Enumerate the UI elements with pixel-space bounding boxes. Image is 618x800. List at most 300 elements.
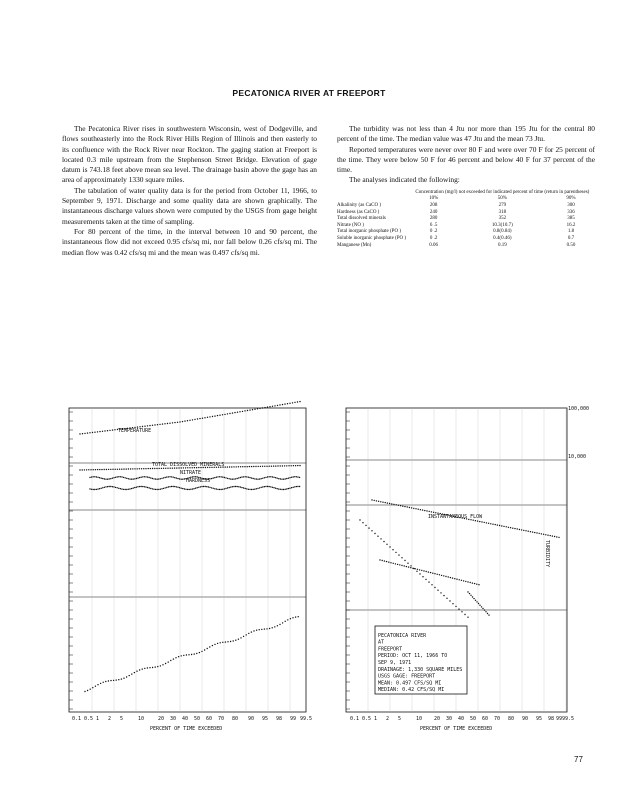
hardness-point: [229, 478, 230, 479]
flow-point: [484, 522, 485, 523]
nitrate-point: [193, 488, 194, 489]
hardness-point: [117, 476, 118, 477]
turbidity-point: [463, 580, 464, 581]
flow-point: [554, 536, 555, 537]
legend-line: SEP 9, 1971: [378, 660, 412, 666]
minerals-point: [132, 468, 133, 469]
minerals-point: [106, 469, 107, 470]
diagonal-point: [359, 519, 360, 520]
hardness-point: [269, 476, 270, 477]
turbidity-point: [456, 579, 457, 580]
nitrate-point: [96, 489, 97, 490]
temperature-point: [214, 415, 215, 416]
phosphate-point: [238, 639, 239, 640]
flow-point: [418, 509, 419, 510]
turbidity-point: [404, 565, 405, 566]
minerals-point: [154, 468, 155, 469]
nitrate-point: [221, 489, 222, 490]
label-hardness: HARDNESS: [186, 478, 211, 484]
flow-point: [477, 520, 478, 521]
minerals-point: [269, 466, 270, 467]
temperature-point: [152, 425, 153, 426]
hardness-point: [249, 477, 250, 478]
turbidity-point: [423, 570, 424, 571]
turbidity-point: [476, 584, 477, 585]
nitrate-point: [225, 488, 226, 489]
minerals-point: [262, 466, 263, 467]
turbidity-point: [441, 575, 442, 576]
phosphate-point: [298, 616, 299, 617]
x-tick-label-right: 20: [434, 716, 441, 722]
nitrate-point: [229, 487, 230, 488]
nitrate-point: [185, 489, 186, 490]
hardness-point: [141, 477, 142, 478]
temperature-point: [229, 413, 230, 414]
temperature-point: [247, 410, 248, 411]
flow-point: [389, 503, 390, 504]
nitrate-point: [283, 489, 284, 490]
hardness-point: [227, 478, 228, 479]
turbidity-tail-point: [478, 603, 479, 604]
phosphate-point: [162, 664, 163, 665]
phosphate-point: [246, 634, 247, 635]
diagonal-point: [449, 600, 450, 601]
diagonal-point: [461, 611, 462, 612]
nitrate-point: [237, 486, 238, 487]
temperature-point: [197, 418, 198, 419]
diagonal-point: [440, 592, 441, 593]
flow-point: [528, 531, 529, 532]
hardness-point: [89, 477, 90, 478]
flow-point: [376, 500, 377, 501]
hardness-point: [171, 476, 172, 477]
hardness-point: [280, 478, 281, 479]
value-50-percent: 0.19: [497, 242, 507, 248]
phosphate-point: [178, 656, 179, 657]
flow-point: [541, 533, 542, 534]
row-name: Soluble inorganic phosphate (PO ): [337, 235, 407, 241]
phosphate-point: [87, 690, 88, 691]
phosphate-point: [282, 622, 283, 623]
x-tick-label-left: 50: [194, 716, 201, 722]
temperature-point: [219, 415, 220, 416]
flow-point: [429, 511, 430, 512]
hardness-point: [270, 476, 271, 477]
phosphate-point: [196, 653, 197, 654]
hardness-point: [296, 476, 297, 477]
hardness-point: [299, 477, 300, 478]
hardness-point: [289, 477, 290, 478]
hardness-point: [232, 479, 233, 480]
flow-point: [517, 528, 518, 529]
flow-point: [378, 501, 379, 502]
legend-line: AT: [378, 639, 385, 646]
nitrate-point: [134, 487, 135, 488]
nitrate-point: [133, 487, 134, 488]
nitrate-point: [166, 487, 167, 488]
nitrate-point: [117, 487, 118, 488]
nitrate-point: [137, 486, 138, 487]
flow-point: [530, 531, 531, 532]
phosphate-point: [235, 640, 236, 641]
paragraph: The analyses indicated the following:: [349, 175, 460, 185]
temperature-point: [224, 414, 225, 415]
nitrate-point: [299, 486, 300, 487]
minerals-point: [97, 469, 98, 470]
turbidity-point: [397, 564, 398, 565]
diagonal-point: [386, 544, 387, 545]
minerals-point: [139, 468, 140, 469]
hardness-point: [222, 476, 223, 477]
diagonal-point: [398, 554, 399, 555]
flow-point: [374, 500, 375, 501]
hardness-point: [105, 479, 106, 480]
hardness-point: [243, 476, 244, 477]
hardness-point: [213, 477, 214, 478]
nitrate-point: [99, 488, 100, 489]
nitrate-point: [120, 488, 121, 489]
hardness-point: [233, 478, 234, 479]
flow-point: [475, 520, 476, 521]
nitrate-point: [293, 487, 294, 488]
nitrate-point: [157, 489, 158, 490]
row-name: Total inorganic phosphate (PO ): [337, 229, 401, 235]
temperature-point: [297, 401, 298, 402]
value-10-percent: 0 .2: [429, 235, 438, 241]
nitrate-point: [163, 488, 164, 489]
hardness-point: [176, 477, 177, 478]
phosphate-point: [277, 625, 278, 626]
hardness-point: [248, 477, 249, 478]
phosphate-point: [248, 633, 249, 634]
hardness-point: [291, 477, 292, 478]
turbidity-point: [382, 560, 383, 561]
minerals-point: [84, 469, 85, 470]
flow-point: [534, 532, 535, 533]
temperature-point: [199, 418, 200, 419]
nitrate-point: [144, 486, 145, 487]
phosphate-point: [92, 687, 93, 688]
nitrate-point: [281, 489, 282, 490]
nitrate-point: [177, 487, 178, 488]
temperature-point: [82, 433, 83, 434]
nitrate-point: [206, 486, 207, 487]
temperature-point: [279, 404, 280, 405]
nitrate-point: [270, 486, 271, 487]
turbidity-point: [445, 576, 446, 577]
minerals-point: [123, 468, 124, 469]
nitrate-point: [176, 486, 177, 487]
temperature-point: [222, 414, 223, 415]
phosphate-point: [295, 616, 296, 617]
flow-point: [499, 525, 500, 526]
phosphate-point: [147, 667, 148, 668]
label-dissolved-minerals: TOTAL DISSOLVED MINERALS: [152, 462, 225, 468]
temperature-point: [292, 402, 293, 403]
hardness-point: [150, 477, 151, 478]
nitrate-point: [160, 489, 161, 490]
hardness-point: [181, 479, 182, 480]
hardness-point: [286, 478, 287, 479]
nitrate-point: [192, 488, 193, 489]
flow-point: [413, 508, 414, 509]
nitrate-point: [201, 486, 202, 487]
minerals-point: [88, 469, 89, 470]
hardness-point: [297, 476, 298, 477]
flow-point: [497, 524, 498, 525]
nitrate-point: [123, 489, 124, 490]
hardness-point: [158, 478, 159, 479]
diagonal-point: [428, 581, 429, 582]
temperature-point: [189, 420, 190, 421]
phosphate-point: [105, 681, 106, 682]
nitrate-point: [230, 486, 231, 487]
turbidity-point: [450, 577, 451, 578]
hardness-point: [261, 478, 262, 479]
nitrate-point: [285, 489, 286, 490]
turbidity-point: [395, 563, 396, 564]
phosphate-point: [199, 652, 200, 653]
minerals-point: [297, 465, 298, 466]
phosphate-point: [118, 679, 119, 680]
flow-point: [387, 502, 388, 503]
nitrate-point: [254, 489, 255, 490]
hardness-point: [273, 477, 274, 478]
diagonal-point: [377, 536, 378, 537]
hardness-point: [272, 476, 273, 477]
minerals-point: [295, 465, 296, 466]
turbidity-tail-point: [470, 595, 471, 596]
temperature-point: [244, 410, 245, 411]
hardness-point: [168, 476, 169, 477]
diagonal-point: [362, 522, 363, 523]
minerals-point: [126, 468, 127, 469]
nitrate-point: [294, 486, 295, 487]
hardness-point: [225, 477, 226, 478]
nitrate-point: [256, 488, 257, 489]
paragraph: The Pecatonica River rises in southwestern Wisconsin, west of Dodgeville, and flows southeasterly into the Rock River Hills Region of Illinois and then easterly to its confluence with the Rock River near Rockton. The gaging station at Freeport is located 0.3 mile upstream from the Stephenson Street Bridge. Elevation of gage datum is 743.18 feet above mean sea level. The drainage basin above the gage has an area of approximately 1330 square miles.: [62, 124, 317, 185]
phosphate-point: [152, 667, 153, 668]
minerals-point: [273, 465, 274, 466]
nitrate-point: [102, 487, 103, 488]
x-tick-label-right: 2: [386, 716, 390, 722]
minerals-point: [143, 468, 144, 469]
minerals-point: [104, 469, 105, 470]
phosphate-point: [209, 646, 210, 647]
flow-point: [486, 522, 487, 523]
hardness-point: [99, 477, 100, 478]
diagonal-point: [374, 533, 375, 534]
phosphate-point: [269, 628, 270, 629]
temperature-point: [269, 406, 270, 407]
phosphate-point: [264, 628, 265, 629]
nitrate-point: [131, 488, 132, 489]
minerals-point: [150, 468, 151, 469]
minerals-point: [288, 465, 289, 466]
nitrate-point: [259, 487, 260, 488]
legend-line: FREEPORT: [378, 646, 403, 653]
turbidity-point: [474, 583, 475, 584]
diagonal-point: [371, 530, 372, 531]
nitrate-point: [147, 487, 148, 488]
hardness-point: [102, 478, 103, 479]
turbidity-tail-point: [475, 600, 476, 601]
minerals-point: [145, 468, 146, 469]
nitrate-point: [277, 488, 278, 489]
hardness-point: [123, 477, 124, 478]
turbidity-point: [452, 577, 453, 578]
nitrate-point: [97, 488, 98, 489]
nitrate-point: [262, 486, 263, 487]
flow-point: [420, 509, 421, 510]
temperature-point: [257, 408, 258, 409]
nitrate-point: [182, 488, 183, 489]
diagonal-point: [401, 557, 402, 558]
nitrate-point: [184, 488, 185, 489]
x-tick-label-left: 20: [158, 716, 165, 722]
nitrate-point: [257, 488, 258, 489]
phosphate-point: [220, 642, 221, 643]
phosphate-point: [259, 629, 260, 630]
label-turbidity: TURBIDITY: [544, 540, 550, 568]
nitrate-point: [273, 487, 274, 488]
phosphate-point: [110, 680, 111, 681]
nitrate-point: [152, 488, 153, 489]
temperature-point: [147, 425, 148, 426]
flow-point: [525, 530, 526, 531]
phosphate-point: [103, 682, 104, 683]
hardness-point: [110, 478, 111, 479]
phosphate-point: [181, 655, 182, 656]
diagonal-point: [383, 541, 384, 542]
nitrate-point: [213, 488, 214, 489]
hardness-point: [125, 477, 126, 478]
temperature-point: [167, 423, 168, 424]
minerals-point: [236, 466, 237, 467]
nitrate-point: [189, 489, 190, 490]
hardness-point: [278, 478, 279, 479]
nitrate-point: [249, 489, 250, 490]
phosphate-point: [227, 641, 228, 642]
hardness-point: [259, 478, 260, 479]
flow-point: [431, 511, 432, 512]
row-name: Nitrate (NO ): [337, 222, 364, 228]
diagonal-point: [458, 608, 459, 609]
phosphate-point: [131, 673, 132, 674]
flow-point: [391, 503, 392, 504]
turbidity-point: [454, 578, 455, 579]
turbidity-point: [384, 560, 385, 561]
flow-point: [479, 521, 480, 522]
nitrate-point: [110, 486, 111, 487]
paragraph: The turbidity was not less than 4 Jtu nor more than 195 Jtu for the central 80 percent of the time. The median value was 47 Jtu and the mean 73 Jtu.: [337, 124, 595, 144]
flow-point: [523, 530, 524, 531]
row-name: Manganese (Mn): [337, 242, 372, 248]
temperature-point: [104, 430, 105, 431]
hardness-point: [240, 477, 241, 478]
x-tick-label-left: 80: [232, 716, 239, 722]
diagonal-point: [365, 525, 366, 526]
minerals-point: [238, 466, 239, 467]
temperature-point: [179, 421, 180, 422]
nitrate-point: [181, 488, 182, 489]
nitrate-point: [118, 488, 119, 489]
x-tick-label-left: 90: [248, 716, 255, 722]
phosphate-point: [113, 680, 114, 681]
minerals-point: [110, 469, 111, 470]
table-header-label: Concentration (mg/l) not exceeded for indicated percent of time (return in parentheses): [415, 189, 590, 195]
flow-point: [424, 510, 425, 511]
temperature-point: [162, 423, 163, 424]
hardness-point: [224, 477, 225, 478]
phosphate-point: [157, 666, 158, 667]
hardness-point: [131, 479, 132, 480]
turbidity-point: [459, 579, 460, 580]
minerals-point: [240, 466, 241, 467]
value-90-percent: 300: [567, 202, 575, 208]
phosphate-point: [160, 665, 161, 666]
minerals-point: [115, 469, 116, 470]
minerals-point: [119, 469, 120, 470]
hardness-point: [166, 476, 167, 477]
diagonal-point: [464, 614, 465, 615]
minerals-point: [117, 469, 118, 470]
hardness-point: [126, 478, 127, 479]
nitrate-point: [112, 486, 113, 487]
hardness-point: [155, 478, 156, 479]
temperature-point: [92, 432, 93, 433]
nitrate-point: [238, 486, 239, 487]
nitrate-point: [245, 488, 246, 489]
value-50-percent: 318: [498, 209, 507, 215]
x-tick-label-left: 10: [138, 716, 145, 722]
hardness-point: [174, 477, 175, 478]
hardness-point: [101, 478, 102, 479]
phosphate-point: [207, 648, 208, 649]
temperature-point: [209, 416, 210, 417]
phosphate-point: [201, 651, 202, 652]
hardness-point: [184, 478, 185, 479]
nitrate-point: [171, 486, 172, 487]
turbidity-point: [417, 569, 418, 570]
hardness-point: [217, 476, 218, 477]
diagonal-point: [410, 565, 411, 566]
nitrate-point: [222, 489, 223, 490]
minerals-point: [79, 469, 80, 470]
phosphate-point: [121, 678, 122, 679]
phosphate-point: [155, 666, 156, 667]
temperature-point: [87, 432, 88, 433]
nitrate-point: [203, 486, 204, 487]
hardness-point: [262, 478, 263, 479]
x-tick-label-left: 30: [170, 716, 177, 722]
nitrate-point: [275, 488, 276, 489]
temperature-point: [289, 403, 290, 404]
phosphate-point: [290, 618, 291, 619]
hardness-point: [211, 478, 212, 479]
flow-point: [371, 499, 372, 500]
turbidity-point: [428, 571, 429, 572]
phosphate-point: [279, 624, 280, 625]
x-tick-label-right: 0.1: [350, 716, 360, 722]
diagonal-point: [446, 598, 447, 599]
label-instantaneous-flow: INSTANTANEOUS FLOW: [428, 514, 483, 520]
turbidity-tail-point: [467, 591, 468, 592]
flow-point: [545, 534, 546, 535]
value-90-percent: 0.50: [566, 242, 576, 248]
turbidity-point: [448, 576, 449, 577]
hardness-point: [214, 477, 215, 478]
